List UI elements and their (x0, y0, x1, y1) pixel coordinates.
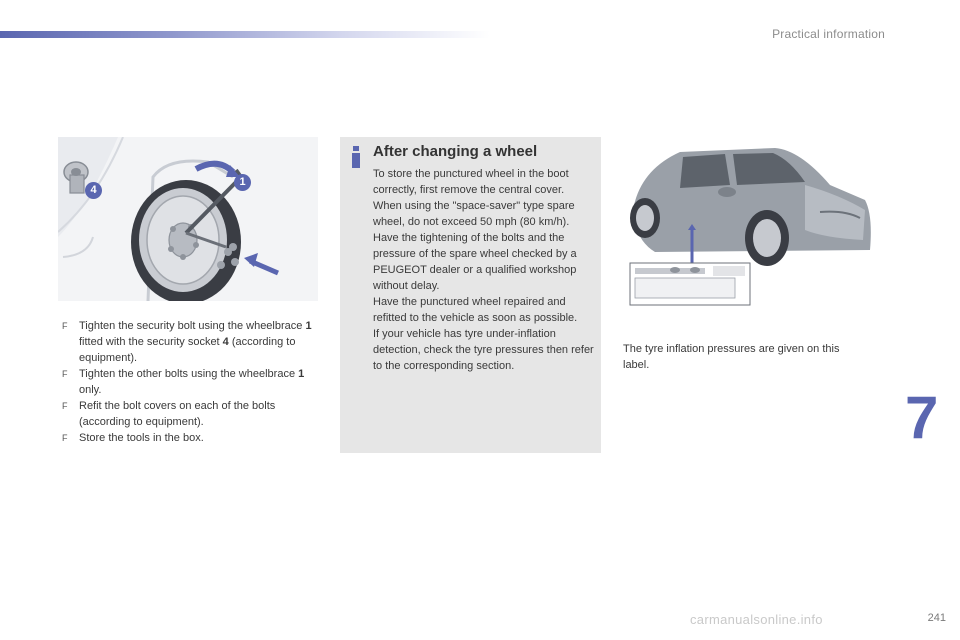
wheel-change-illustration (58, 137, 318, 301)
step-text: (according to equipment). (79, 336, 296, 364)
step-bullet-icon: F (62, 369, 68, 379)
after-changing-wheel-infobox (340, 137, 601, 453)
step-ref-number: 4 (222, 336, 229, 348)
step-item (62, 430, 312, 446)
section-title: Practical information (772, 27, 885, 41)
infobox-title: After changing a wheel (373, 143, 538, 160)
step-text: fitted with the security socket (79, 336, 223, 348)
step-text: only. (79, 384, 102, 396)
infobox-paragraph: Have the tightening of the bolts and the pressure of the spare wheel checked by a PEUGEOT dealer or a qualified workshop without delay. (373, 232, 577, 292)
page-number: 241 (927, 612, 946, 624)
car-tyre-label-illustration (625, 140, 877, 310)
car-drawing (625, 140, 877, 310)
watermark: carmanualsonline.info (690, 612, 823, 627)
infobox-paragraph: When using the "space-saver" type spare wheel, do not exceed 50 mph (80 km/h). (373, 200, 575, 228)
step-item (62, 398, 312, 430)
tyre-pressure-caption: The tyre inflation pressures are given on this label. (623, 343, 840, 371)
step-bullet-icon: F (62, 433, 68, 443)
infobox-paragraph: To store the punctured wheel in the boot correctly, first remove the central cover. (373, 168, 569, 196)
step-ref-number: 1 (305, 320, 312, 332)
step-item (62, 366, 312, 398)
callout-4-badge: 4 (85, 182, 102, 199)
infobox-paragraph: If your vehicle has tyre under-inflation detection, check the tyre pressures then refer to the corresponding section. (373, 328, 594, 372)
chapter-number: 7 (905, 384, 939, 451)
step-bullet-icon: F (62, 401, 68, 411)
step-text: Store the tools in the box. (79, 432, 204, 444)
step-text: Tighten the security bolt using the wheelbrace (79, 320, 306, 332)
step-text: Refit the bolt covers on each of the bolts (according to equipment). (79, 400, 276, 428)
step-text: Tighten the other bolts using the wheelbrace (79, 368, 299, 380)
wheel-steps-list (62, 318, 312, 446)
callout-1-badge: 1 (234, 174, 251, 191)
step-item (62, 318, 312, 366)
step-bullet-icon: F (62, 321, 68, 331)
infobox-paragraph: Have the punctured wheel repaired and refitted to the vehicle as soon as possible. (373, 296, 578, 324)
infobox-body (373, 166, 598, 374)
header-accent-bar (0, 31, 490, 38)
step-ref-number: 1 (298, 368, 305, 380)
info-icon (352, 146, 360, 168)
wheel-illustration-drawing (58, 137, 318, 301)
